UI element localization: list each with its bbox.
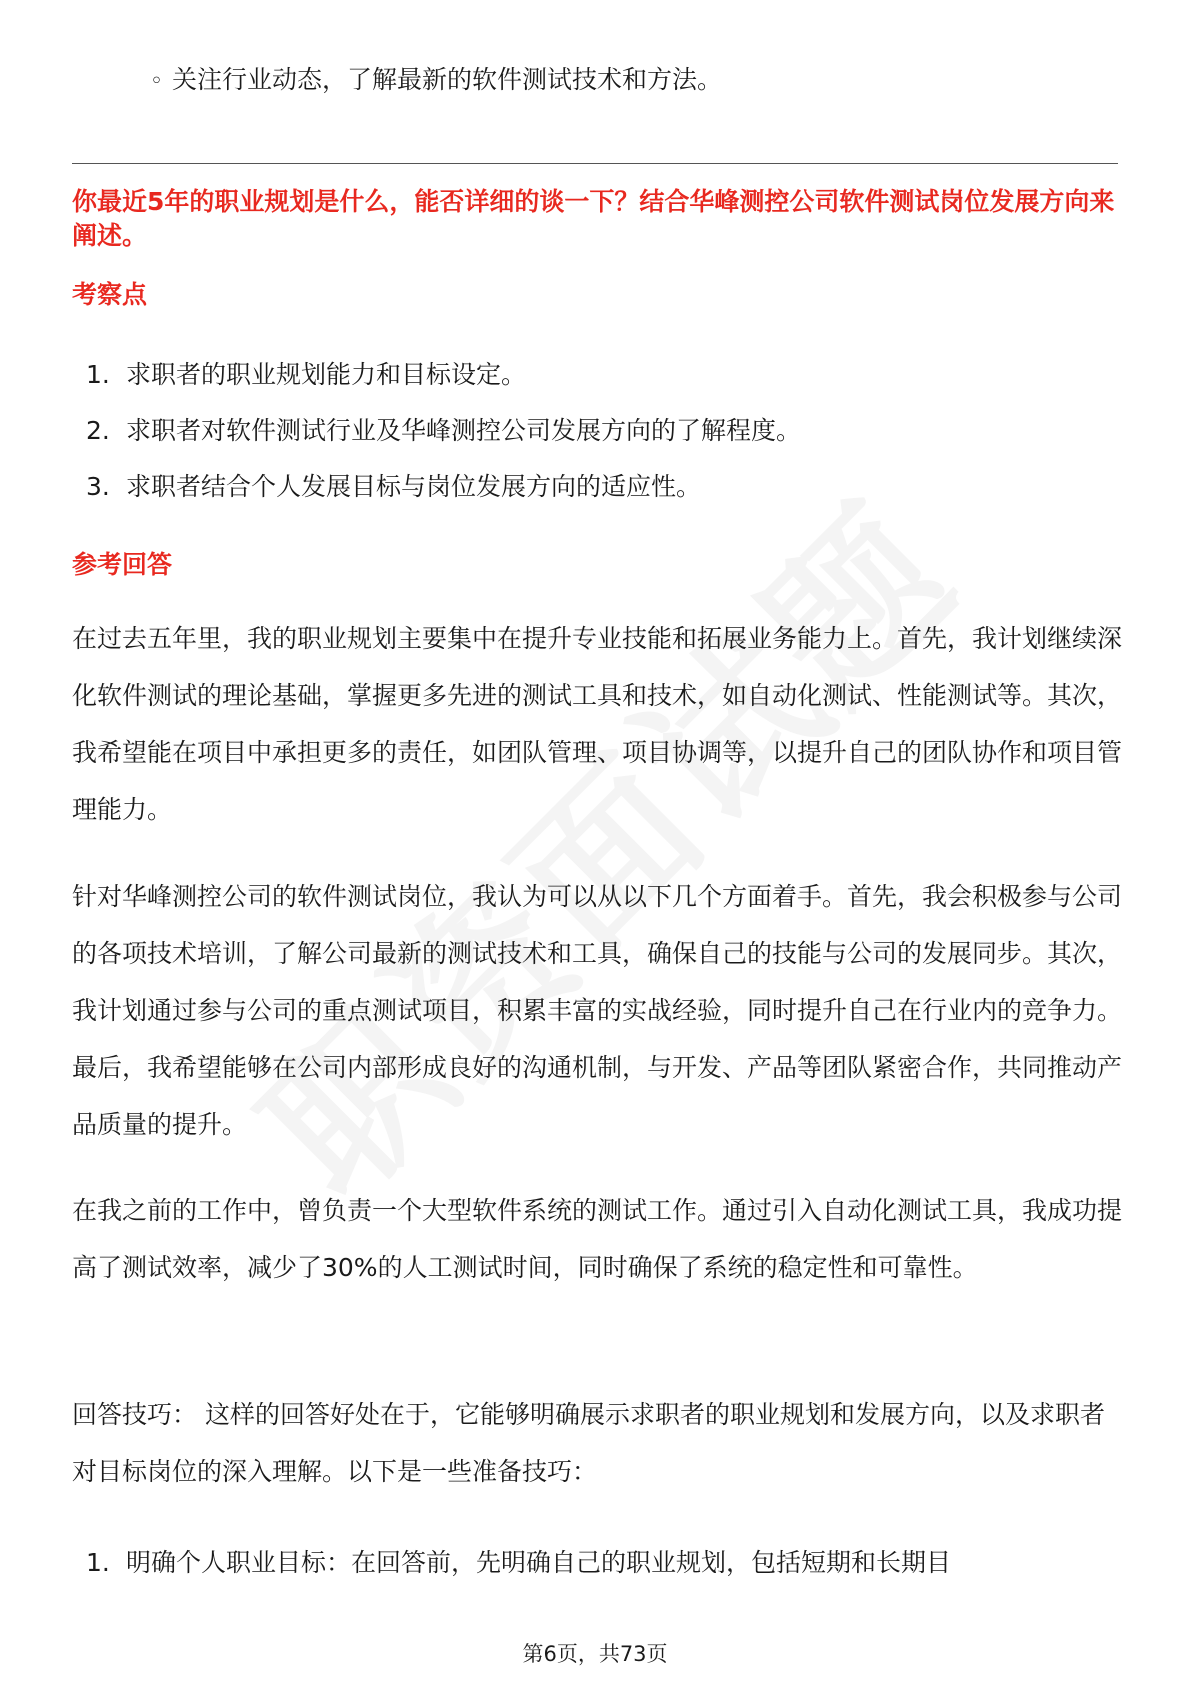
- heading-assessment-points: 考察点: [72, 280, 148, 309]
- assessment-points-list: [86, 357, 801, 525]
- answer-paragraph: 在我之前的工作中，曾负责一个大型软件系统的测试工作。通过引入自动化测试工具，我成功提高了测试效率，减少了30%的人工测试时间，同时确保了系统的稳定性和可靠性。: [72, 1196, 1123, 1282]
- list-item: [86, 1545, 951, 1601]
- page-footer: 第6页，共73页: [522, 1642, 668, 1666]
- list-number: 1.: [86, 360, 110, 389]
- list-item-text: 求职者的职业规划能力和目标设定。: [126, 360, 527, 389]
- heading-reference-answer: 参考回答: [72, 550, 173, 579]
- sub-bullet-item: [150, 62, 722, 100]
- list-item-text: 求职者结合个人发展目标与岗位发展方向的适应性。: [126, 472, 702, 501]
- question-title: 你最近5年的职业规划是什么，能否详细的谈一下？结合华峰测控公司软件测试岗位发展方向来阐述。: [72, 187, 1115, 250]
- list-number: 1.: [86, 1548, 110, 1577]
- list-number: 3.: [86, 472, 110, 501]
- list-item: [86, 357, 801, 413]
- list-item: [86, 469, 801, 525]
- answer-paragraph: 针对华峰测控公司的软件测试岗位，我认为可以从以下几个方面着手。首先，我会积极参与公司的各项技术培训，了解公司最新的测试技术和工具，确保自己的技能与公司的发展同步。其次，我计划通过参与公司的重点测试项目，积累丰富的实战经验，同时提升自己在行业内的竞争力。最后，我希望能够在公司内部形成良好的沟通机制，与开发、产品等团队紧密合作，共同推动产品质量的提升。: [72, 882, 1123, 1139]
- sub-bullet-text: 关注行业动态，了解最新的软件测试技术和方法。: [172, 65, 723, 94]
- hollow-bullet-icon: ◦: [150, 69, 163, 94]
- list-item-text: 明确个人职业目标：在回答前，先明确自己的职业规划，包括短期和长期目: [126, 1548, 952, 1577]
- answer-tips-paragraph: 回答技巧： 这样的回答好处在于，它能够明确展示求职者的职业规划和发展方向，以及求职者对目标岗位的深入理解。以下是一些准备技巧：: [72, 1400, 1105, 1486]
- list-number: 2.: [86, 416, 110, 445]
- answer-paragraph: 在过去五年里，我的职业规划主要集中在提升专业技能和拓展业务能力上。首先，我计划继续深化软件测试的理论基础，掌握更多先进的测试工具和技术，如自动化测试、性能测试等。其次，我希望能在项目中承担更多的责任，如团队管理、项目协调等，以提升自己的团队协作和项目管理能力。: [72, 624, 1123, 824]
- section-divider: [72, 163, 1118, 164]
- tips-list: [86, 1545, 951, 1601]
- list-item-text: 求职者对软件测试行业及华峰测控公司发展方向的了解程度。: [126, 416, 802, 445]
- list-item: [86, 413, 801, 469]
